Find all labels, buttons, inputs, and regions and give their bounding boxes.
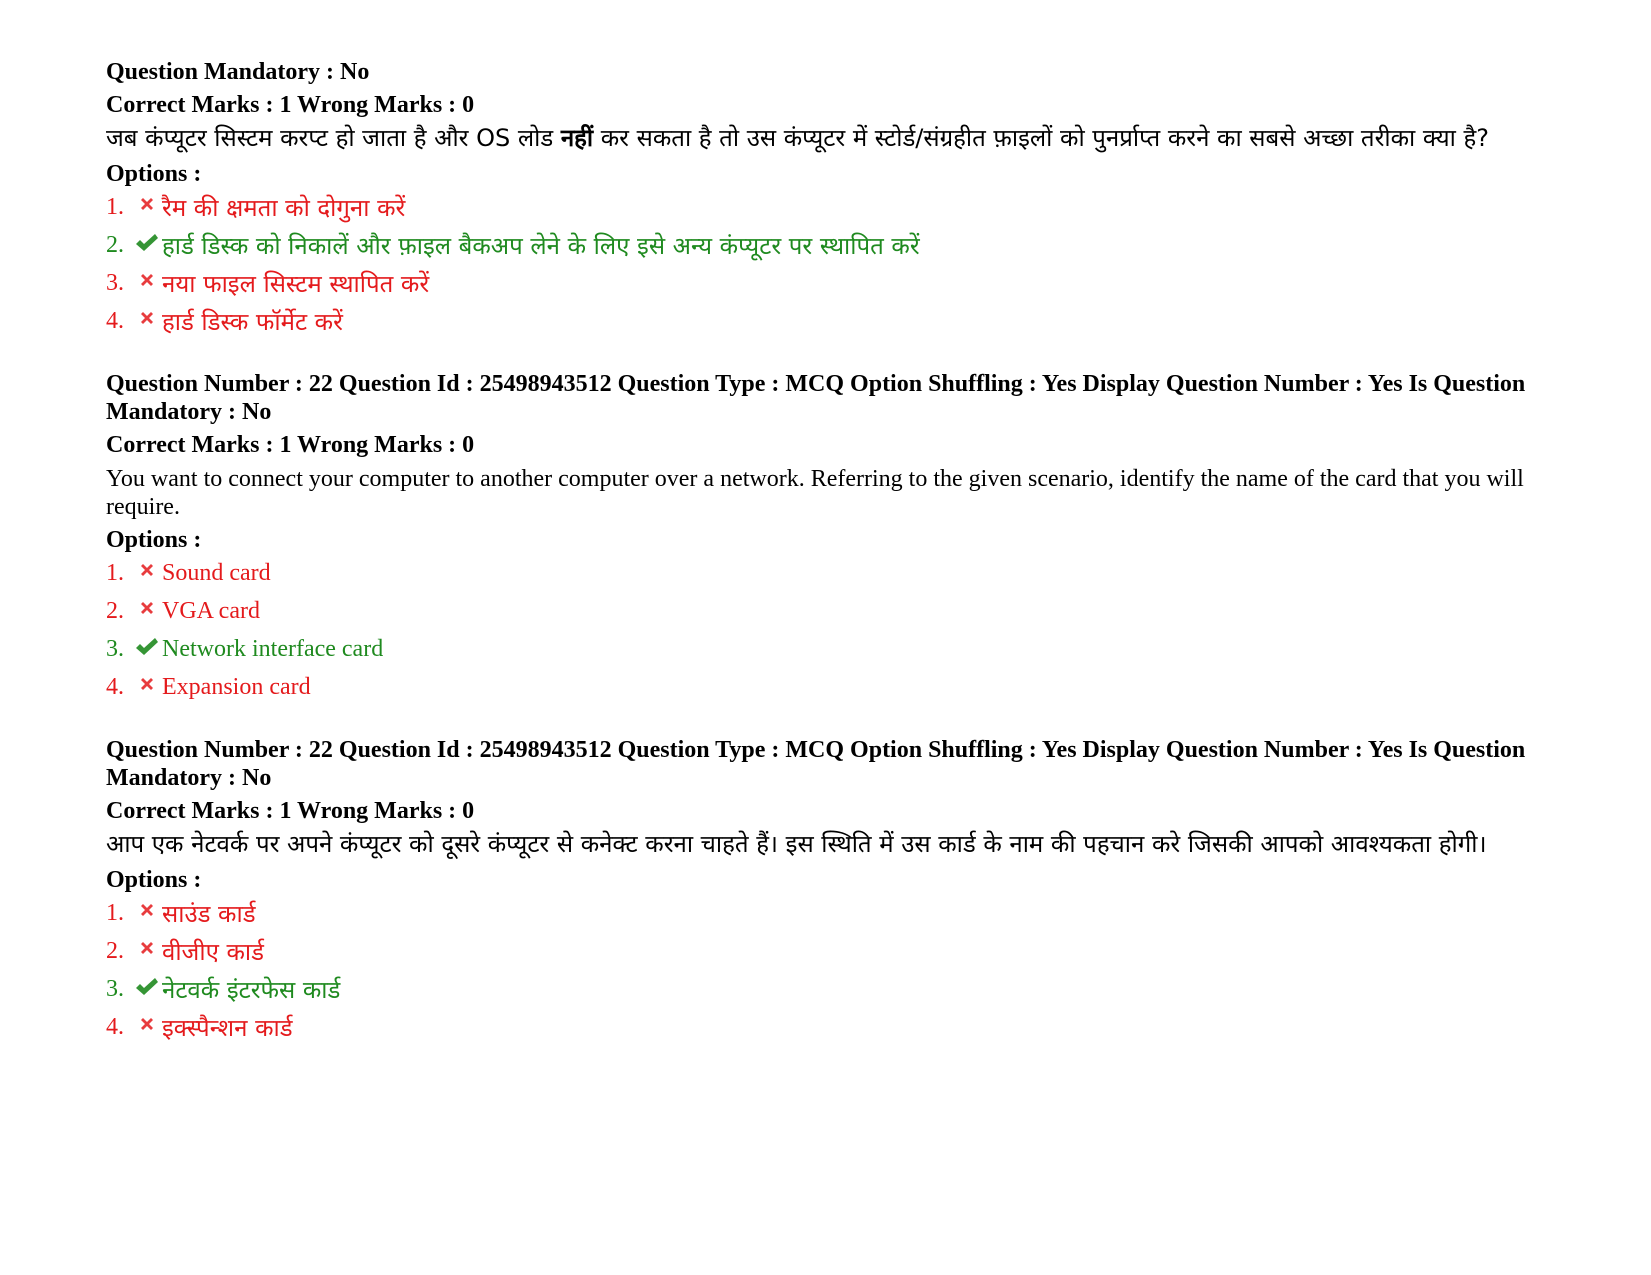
question-block-3 bbox=[106, 736, 1566, 1046]
cross-icon bbox=[132, 599, 162, 623]
option-item[interactable]: 2. हार्ड डिस्क को निकालें और फ़ाइल बैकअप लेने के लिए इसे अन्य कंप्यूटर पर स्थापित करें bbox=[106, 231, 920, 260]
option-item[interactable]: 1. Sound card bbox=[106, 559, 271, 586]
cross-icon bbox=[132, 1015, 162, 1039]
option-item[interactable]: 1. रैम की क्षमता को दोगुना करें bbox=[106, 193, 406, 222]
question-marks: Correct Marks : 1 Wrong Marks : 0 bbox=[106, 432, 475, 458]
option-item[interactable]: 2. वीजीए कार्ड bbox=[106, 937, 264, 966]
option-item[interactable]: 4. हार्ड डिस्क फॉर्मेट करें bbox=[106, 307, 343, 336]
question-text: जब कंप्यूटर सिस्टम करप्ट हो जाता है और OS लोड नहीं कर सकता है तो उस कंप्यूटर में स्टोर्ड/संग्रहीत फ़ाइलों को पुनर्प्राप्त करने का सबसे अच्छा तरीका क्या है? bbox=[106, 124, 1489, 152]
options-list bbox=[106, 554, 1566, 706]
cross-icon bbox=[132, 939, 162, 963]
question-meta: Question Number : 22 Question Id : 25498943512 Question Type : MCQ Option Shuffling : Yes Display Question Number : Yes Is Question Mandatory : No bbox=[106, 371, 1526, 425]
question-block-1 bbox=[106, 58, 1566, 340]
options-label: Options : bbox=[106, 527, 202, 553]
options-list bbox=[106, 894, 1566, 1046]
cross-icon bbox=[132, 901, 162, 925]
check-icon bbox=[132, 977, 162, 1001]
options-label: Options : bbox=[106, 161, 202, 187]
option-item[interactable]: 4. Expansion card bbox=[106, 673, 311, 700]
cross-icon bbox=[132, 561, 162, 585]
cross-icon bbox=[132, 675, 162, 699]
question-meta: Question Number : 22 Question Id : 25498943512 Question Type : MCQ Option Shuffling : Yes Display Question Number : Yes Is Question Mandatory : No bbox=[106, 737, 1526, 791]
option-item[interactable]: 1. साउंड कार्ड bbox=[106, 899, 256, 928]
option-item[interactable]: 3. नया फाइल सिस्टम स्थापित करें bbox=[106, 269, 430, 298]
options-label: Options : bbox=[106, 867, 202, 893]
check-icon bbox=[132, 637, 162, 661]
option-item[interactable]: 2. VGA card bbox=[106, 597, 260, 624]
question-marks: Correct Marks : 1 Wrong Marks : 0 bbox=[106, 798, 475, 824]
check-icon bbox=[132, 233, 162, 257]
question-meta: Question Mandatory : No bbox=[106, 59, 370, 85]
option-item[interactable]: 3. नेटवर्क इंटरफेस कार्ड bbox=[106, 975, 341, 1004]
cross-icon bbox=[132, 309, 162, 333]
option-item[interactable]: 3. Network interface card bbox=[106, 635, 384, 662]
question-marks: Correct Marks : 1 Wrong Marks : 0 bbox=[106, 92, 475, 118]
cross-icon bbox=[132, 271, 162, 295]
options-list bbox=[106, 188, 1566, 340]
question-page bbox=[106, 58, 1566, 1046]
cross-icon bbox=[132, 195, 162, 219]
option-item[interactable]: 4. इक्स्पैन्शन कार्ड bbox=[106, 1013, 293, 1042]
question-text: You want to connect your computer to another computer over a network. Referring to the given scenario, identify the name of the card that you will require. bbox=[106, 466, 1524, 520]
question-block-2 bbox=[106, 370, 1566, 706]
question-text: आप एक नेटवर्क पर अपने कंप्यूटर को दूसरे कंप्यूटर से कनेक्ट करना चाहते हैं। इस स्थिति में उस कार्ड के नाम की पहचान करे जिसकी आपको आवश्यकता होगी। bbox=[106, 830, 1487, 858]
